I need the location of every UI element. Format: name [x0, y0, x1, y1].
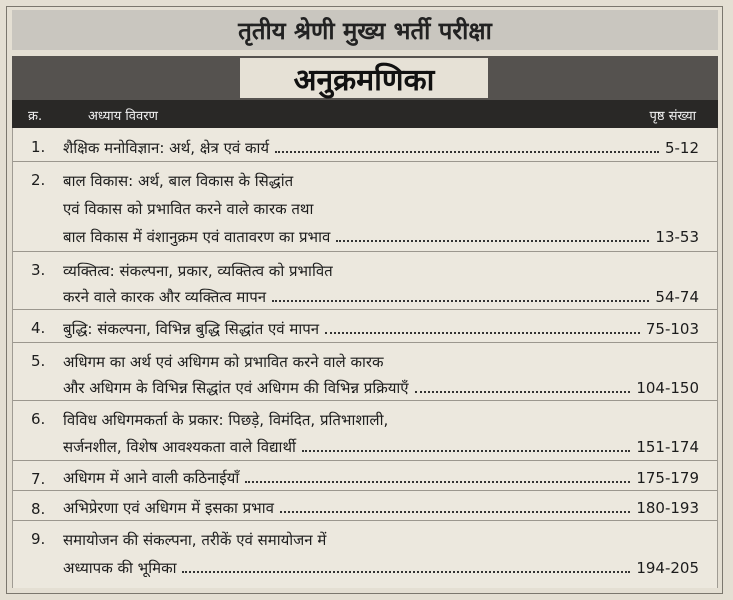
index-title: अनुक्रमणिका — [240, 58, 488, 98]
entry-line — [63, 227, 699, 247]
entry-text: एवं विकास को प्रभावित करने वाले कारक तथा — [63, 200, 314, 218]
dot-leader — [325, 331, 640, 334]
toc-entry-5 — [13, 342, 717, 401]
entry-text: शैक्षिक मनोविज्ञान: अर्थ, क्षेत्र एवं कार्य — [63, 139, 270, 157]
entry-line — [63, 287, 699, 307]
entry-pages: 5-12 — [664, 139, 699, 157]
entry-line — [63, 468, 699, 488]
entry-text: अधिगम का अर्थ एवं अधिगम को प्रभावित करने वाले कारक — [63, 353, 384, 371]
toc-list — [12, 128, 718, 588]
entry-pages: 175-179 — [636, 469, 699, 487]
entry-number: 6. — [31, 410, 46, 428]
header-chapter-label: अध्याय विवरण — [88, 109, 158, 124]
toc-entry-6 — [13, 400, 717, 461]
entry-number: 7. — [31, 470, 46, 488]
entry-text: समायोजन की संकल्पना, तरीकें एवं समायोजन में — [63, 531, 327, 549]
dot-leader — [302, 449, 630, 452]
dot-leader — [182, 570, 630, 573]
dot-leader — [280, 510, 630, 513]
entry-line — [63, 437, 699, 457]
entry-text: सर्जनशील, विशेष आवश्यकता वाले विद्यार्थी — [63, 438, 296, 456]
entry-line — [63, 378, 699, 398]
exam-title: तृतीय श्रेणी मुख्य भर्ती परीक्षा — [12, 10, 718, 50]
toc-entry-9 — [13, 520, 717, 586]
toc-entry-7 — [13, 460, 717, 491]
toc-header-row — [12, 100, 718, 128]
entry-line — [63, 319, 699, 339]
entry-number: 4. — [31, 319, 46, 337]
entry-number: 8. — [31, 500, 46, 518]
entry-pages: 13-53 — [655, 228, 699, 246]
entry-text: अभिप्रेरणा एवं अधिगम में इसका प्रभाव — [63, 499, 274, 517]
entry-number: 5. — [31, 352, 46, 370]
dot-leader — [336, 239, 649, 242]
toc-entry-1 — [13, 128, 717, 162]
toc-entry-3 — [13, 251, 717, 310]
entry-text: व्यक्तित्व: संकल्पना, प्रकार, व्यक्तित्व को प्रभावित — [63, 262, 333, 280]
dot-leader — [245, 480, 630, 483]
entry-line — [63, 498, 699, 518]
entry-text: करने वाले कारक और व्यक्तित्व मापन — [63, 288, 267, 306]
entry-text: और अधिगम के विभिन्न सिद्धांत एवं अधिगम की विभिन्न प्रक्रियाएँ — [63, 379, 409, 397]
toc-entry-4 — [13, 309, 717, 343]
entry-pages: 151-174 — [636, 438, 699, 456]
entry-pages: 180-193 — [636, 499, 699, 517]
header-page-label: पृष्ठ संख्या — [649, 109, 696, 124]
entry-line — [63, 558, 699, 578]
entry-pages: 75-103 — [645, 320, 699, 338]
header-serial-label: क्र. — [28, 109, 43, 124]
entry-pages: 194-205 — [636, 559, 699, 577]
entry-number: 1. — [31, 138, 46, 156]
entry-pages: 54-74 — [655, 288, 699, 306]
entry-text: अधिगम में आने वाली कठिनाईयाँ — [63, 469, 240, 487]
entry-text: विविध अधिगमकर्ता के प्रकार: पिछड़े, विमंदित, प्रतिभाशाली, — [63, 411, 389, 429]
entry-pages: 104-150 — [636, 379, 699, 397]
entry-number: 3. — [31, 261, 46, 279]
toc-entry-2 — [13, 161, 717, 252]
entry-number: 2. — [31, 171, 46, 189]
toc-entry-8 — [13, 490, 717, 521]
entry-text: अध्यापक की भूमिका — [63, 559, 177, 577]
dot-leader — [415, 390, 631, 393]
entry-number: 9. — [31, 530, 46, 548]
dot-leader — [272, 299, 649, 302]
entry-text: बाल विकास में वंशानुक्रम एवं वातावरण का प्रभाव — [63, 228, 331, 246]
entry-line — [63, 138, 699, 158]
entry-text: बुद्धि: संकल्पना, विभिन्न बुद्धि सिद्धांत एवं मापन — [63, 320, 320, 338]
entry-text: बाल विकास: अर्थ, बाल विकास के सिद्धांत — [63, 172, 294, 190]
dot-leader — [275, 150, 659, 153]
